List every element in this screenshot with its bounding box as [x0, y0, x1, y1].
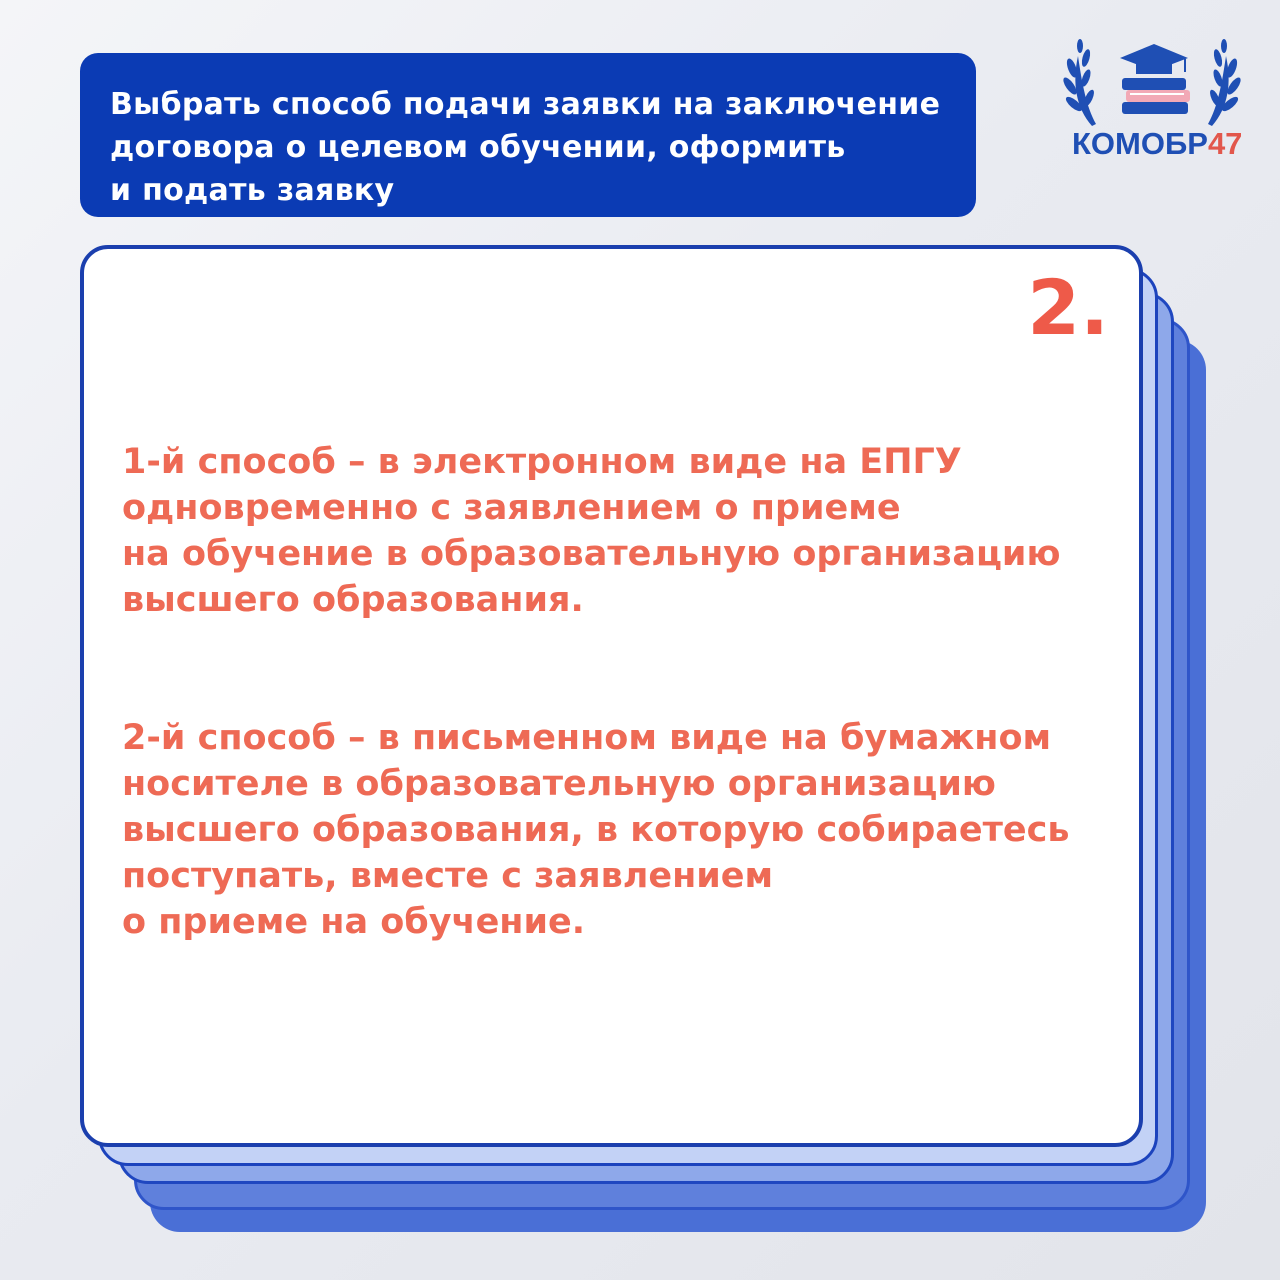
content-card	[80, 245, 1143, 1147]
logo-number: 47	[1207, 126, 1243, 161]
method-2-text: 2-й способ – в письменном виде на бумажном носителе в образовательную организацию высшего образования, в которую собираетесь поступать, вместе с заявлением о приеме на обучение.	[122, 718, 1070, 942]
logo-text	[1072, 126, 1242, 162]
step-number: 2.	[1027, 263, 1109, 352]
header-banner	[80, 53, 976, 217]
method-1-text: 1-й способ – в электронном виде на ЕПГУ одновременно с заявлением о приеме на обучение в образовательную организацию высшего образования.	[122, 442, 1061, 620]
logo-emblem-icon	[1062, 38, 1242, 130]
logo-name: КОМОБР	[1072, 126, 1208, 161]
page-title: Выбрать способ подачи заявки на заключение договора о целевом обучении, оформить и подать заявку	[110, 87, 941, 208]
komobr-logo	[1062, 38, 1242, 168]
